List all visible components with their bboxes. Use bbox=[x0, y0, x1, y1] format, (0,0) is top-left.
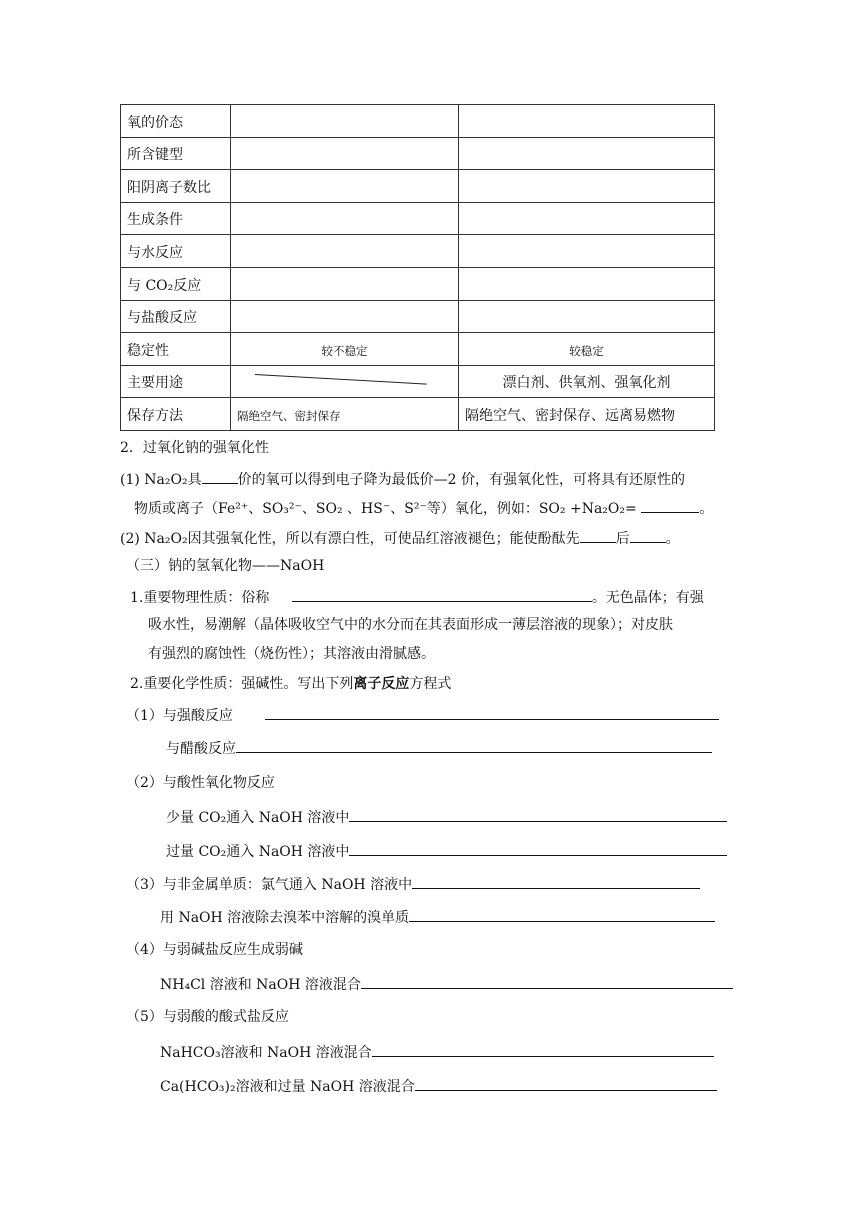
cell-sodium-peroxide bbox=[459, 267, 715, 300]
cell-sodium-oxide: 较不稳定 bbox=[231, 333, 459, 366]
cell-sodium-oxide: 隔绝空气、密封保存 bbox=[231, 398, 459, 431]
row-label: 主要用途 bbox=[121, 365, 231, 398]
p2-text-b: 后 bbox=[615, 531, 630, 547]
cell-sodium-peroxide bbox=[459, 105, 715, 138]
row-label: 稳定性 bbox=[121, 333, 231, 366]
common-name-blank[interactable] bbox=[292, 586, 592, 602]
table-row bbox=[121, 300, 715, 333]
q2b-line bbox=[166, 840, 727, 862]
sec2-heading: 2．过氧化钠的强氧化性 bbox=[120, 440, 269, 456]
phys-line2: 吸水性，易潮解（晶体吸收空气中的水分而在其表面形成一薄层溶液的现象）；对皮肤 bbox=[148, 617, 673, 633]
phys-line1 bbox=[130, 586, 704, 608]
valence-blank[interactable] bbox=[202, 468, 238, 484]
cell-sodium-peroxide: 较稳定 bbox=[459, 333, 715, 366]
q1-text: （1）与强酸反应 bbox=[126, 708, 233, 724]
q5-line: （5）与弱酸的酸式盐反应 bbox=[126, 1009, 289, 1025]
sec2-p2 bbox=[120, 527, 680, 549]
table-row bbox=[121, 170, 715, 203]
q2b-text: 过量 CO₂通入 NaOH 溶液中 bbox=[166, 844, 350, 860]
cell-sodium-peroxide: 漂白剂、供氧剂、强氧化剂 bbox=[459, 365, 715, 398]
table-row bbox=[121, 398, 715, 431]
phys-text-a: 1.重要物理性质：俗称 bbox=[130, 590, 270, 606]
cell-sodium-oxide bbox=[231, 267, 459, 300]
q3b-line bbox=[160, 906, 715, 928]
cell-sodium-peroxide bbox=[459, 202, 715, 235]
row-label: 与盐酸反应 bbox=[121, 300, 231, 333]
p1-text-end: 。 bbox=[699, 501, 714, 517]
cell-sodium-oxide bbox=[231, 170, 459, 203]
cell-sodium-oxide bbox=[231, 235, 459, 268]
chem-heading bbox=[130, 674, 451, 694]
phenol-first-blank[interactable] bbox=[580, 527, 616, 543]
q5a-text: NaHCO₃溶液和 NaOH 溶液混合 bbox=[160, 1045, 372, 1061]
phys-line3: 有强烈的腐蚀性（烧伤性）；其溶液由滑腻感。 bbox=[148, 646, 435, 662]
q1-line bbox=[126, 704, 719, 726]
q2-line: （2）与酸性氧化物反应 bbox=[126, 775, 275, 791]
p2-text-a: (2) Na₂O₂因其强氧化性，所以有漂白性，可使品红溶液褪色；能使酚酞先 bbox=[120, 531, 580, 547]
cell-sodium-peroxide bbox=[459, 300, 715, 333]
table-row bbox=[121, 333, 715, 366]
q4a-blank[interactable] bbox=[361, 973, 733, 989]
q2a-line bbox=[166, 806, 727, 828]
cell-sodium-peroxide bbox=[459, 170, 715, 203]
q3-line bbox=[126, 873, 700, 895]
strike-line bbox=[255, 374, 427, 385]
phys-text-b: 。无色晶体；有强 bbox=[591, 590, 704, 606]
q5a-blank[interactable] bbox=[372, 1041, 714, 1057]
q2b-blank[interactable] bbox=[349, 840, 727, 856]
phenol-then-blank[interactable] bbox=[630, 527, 666, 543]
q5b-blank[interactable] bbox=[415, 1075, 717, 1091]
table-row bbox=[121, 137, 715, 170]
cell-sodium-oxide bbox=[231, 105, 459, 138]
table-row bbox=[121, 267, 715, 300]
chem-text-b: 方程式 bbox=[409, 676, 452, 692]
table-row bbox=[121, 105, 715, 138]
q3b-text: 用 NaOH 溶液除去溴苯中溶解的溴单质 bbox=[160, 910, 410, 926]
p1-text-b: 价的氧可以得到电子降为最低价—2 价，有强氧化性，可将具有还原性的 bbox=[237, 472, 685, 488]
cell-sodium-oxide bbox=[231, 365, 459, 398]
cell-sodium-peroxide: 隔绝空气、密封保存、远离易燃物 bbox=[459, 398, 715, 431]
q2a-blank[interactable] bbox=[349, 806, 727, 822]
sec2-p1-line1 bbox=[120, 468, 685, 490]
row-label: 所含键型 bbox=[121, 137, 231, 170]
cell-sodium-oxide bbox=[231, 137, 459, 170]
cell-sodium-peroxide bbox=[459, 235, 715, 268]
q5a-line bbox=[160, 1041, 714, 1063]
q3-blank[interactable] bbox=[412, 873, 700, 889]
cell-sodium-peroxide bbox=[459, 137, 715, 170]
p1-text-a: (1) Na₂O₂具 bbox=[120, 472, 202, 488]
table-row bbox=[121, 235, 715, 268]
reaction-blank[interactable] bbox=[641, 497, 699, 513]
chem-text-bold: 离子反应 bbox=[353, 676, 410, 692]
p1-text-c: 物质或离子（Fe²⁺、SO₃²⁻、SO₂ 、HS⁻、S²⁻等）氧化，例如：SO₂ +Na₂O₂= bbox=[134, 501, 637, 517]
row-label: 氧的价态 bbox=[121, 105, 231, 138]
table-row bbox=[121, 202, 715, 235]
q3b-blank[interactable] bbox=[409, 906, 715, 922]
q4a-line bbox=[160, 973, 733, 995]
cell-sodium-oxide bbox=[231, 202, 459, 235]
q1-blank[interactable] bbox=[265, 704, 719, 720]
sec2-p1-line2 bbox=[134, 497, 713, 519]
q1b-text: 与醋酸反应 bbox=[166, 741, 236, 757]
q4a-text: NH₄Cl 溶液和 NaOH 溶液混合 bbox=[160, 977, 361, 993]
row-label: 与 CO₂反应 bbox=[121, 267, 231, 300]
p2-text-end: 。 bbox=[665, 531, 680, 547]
q2a-text: 少量 CO₂通入 NaOH 溶液中 bbox=[166, 810, 350, 826]
row-label: 与水反应 bbox=[121, 235, 231, 268]
row-label: 阳阴离子数比 bbox=[121, 170, 231, 203]
q1b-blank[interactable] bbox=[236, 737, 712, 753]
table-row bbox=[121, 365, 715, 398]
q1b-line bbox=[166, 737, 712, 759]
q5b-line bbox=[160, 1075, 717, 1097]
row-label: 生成条件 bbox=[121, 202, 231, 235]
sec3-heading: （三）钠的氢氧化物——NaOH bbox=[126, 558, 325, 574]
q4-line: （4）与弱碱盐反应生成弱碱 bbox=[126, 942, 303, 958]
cell-sodium-oxide bbox=[231, 300, 459, 333]
comparison-table bbox=[120, 104, 715, 431]
q3-text: （3）与非金属单质：氯气通入 NaOH 溶液中 bbox=[126, 877, 413, 893]
q5b-text: Ca(HCO₃)₂溶液和过量 NaOH 溶液混合 bbox=[160, 1079, 415, 1095]
chem-text-a: 2.重要化学性质：强碱性。写出下列 bbox=[130, 676, 354, 692]
row-label: 保存方法 bbox=[121, 398, 231, 431]
